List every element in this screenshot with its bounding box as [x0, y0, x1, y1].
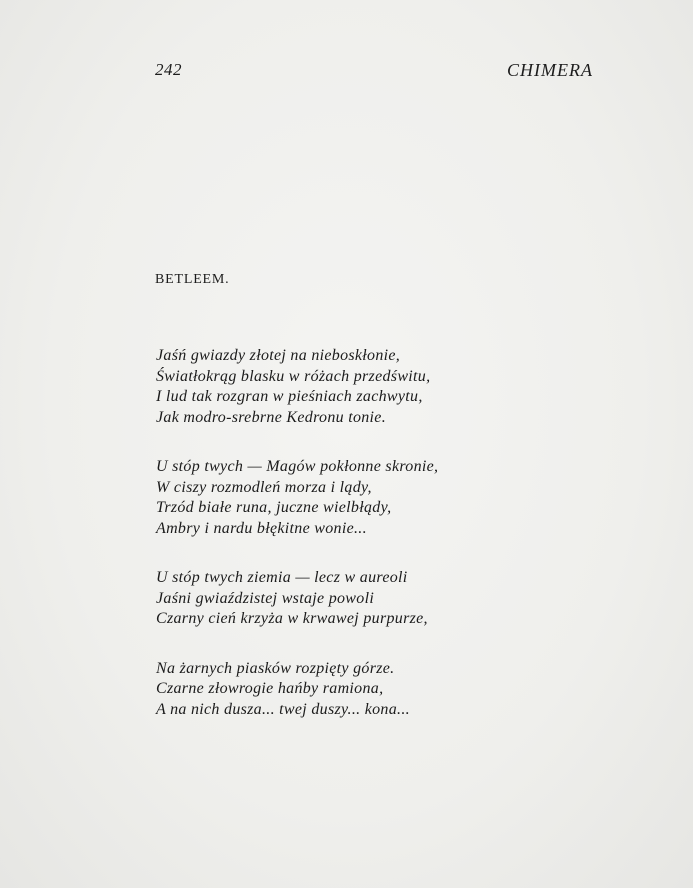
- poem-line: Ambry i nardu błękitne wonie...: [156, 519, 367, 537]
- running-head: CHIMERA: [507, 60, 593, 80]
- stanza-2: [156, 457, 596, 539]
- poem-line: Jaśni gwiaździstej wstaje powoli: [156, 589, 375, 607]
- poem-line: U stóp twych ziemia — lecz w aureoli: [156, 569, 408, 586]
- poem-line: Czarne złowrogie hańby ramiona,: [156, 680, 384, 697]
- poem-body: [156, 346, 596, 720]
- poem-title: BETLEEM.: [155, 272, 230, 287]
- page-number: 242: [155, 60, 182, 79]
- poem-line: Czarny cień krzyża w krwawej purpurze,: [156, 610, 428, 627]
- poem-line: A na nich dusza... twej duszy... kona...: [156, 700, 410, 718]
- poem-line: Światłokrąg blasku w różach przedświtu,: [156, 367, 431, 385]
- poem-line: Na żarnych piasków rozpięty górze.: [156, 659, 395, 677]
- poem-line: Jaśń gwiazdy złotej na nieboskłonie,: [156, 347, 401, 364]
- poem-line: U stóp twych — Magów pokłonne skronie,: [156, 458, 439, 475]
- poem-line: Jak modro-srebrne Kedronu tonie.: [156, 408, 387, 426]
- stanza-4: [156, 659, 596, 721]
- stanza-3: [156, 568, 596, 630]
- stanza-1: [156, 346, 596, 428]
- page-header: [155, 60, 593, 84]
- poem-line: Trzód białe runa, juczne wielbłądy,: [156, 499, 392, 516]
- poem-line: I lud tak rozgran w pieśniach zachwytu,: [156, 388, 423, 405]
- poem-line: W ciszy rozmodleń morza i lądy,: [156, 478, 372, 496]
